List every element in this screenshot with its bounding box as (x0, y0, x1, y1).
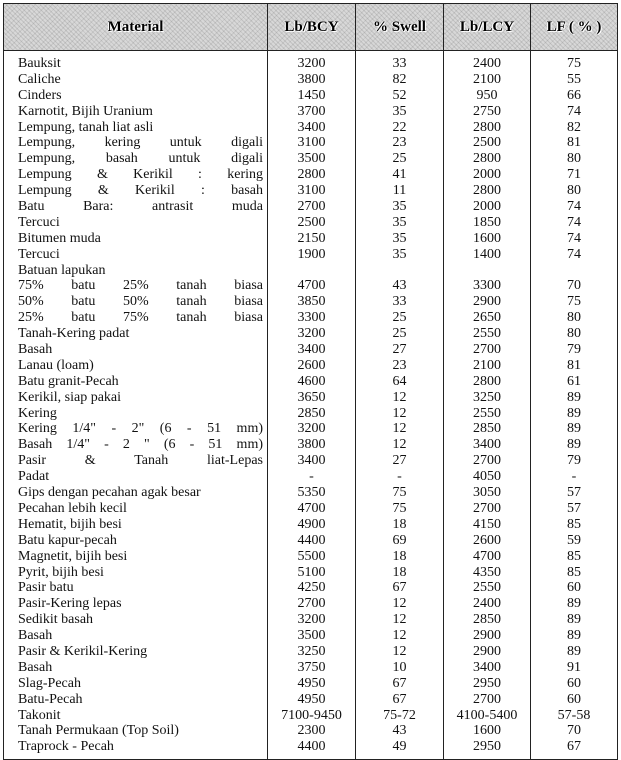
cell-lb-lcy: 2850 (473, 612, 501, 628)
cell-lb-lcy: 2550 (473, 580, 501, 596)
cell-swell: 82 (392, 71, 407, 87)
cell-lf: 80 (567, 151, 581, 167)
cell-lf: 74 (567, 214, 581, 230)
cell-lf: 74 (567, 230, 581, 246)
cell-lb-lcy: 1850 (473, 214, 501, 230)
cell-lb-bcy: 4400 (297, 739, 326, 755)
cell-lb-lcy: 4100-5400 (456, 707, 518, 723)
material-name: Lempung, basah untuk digali (18, 151, 263, 167)
cell-lf: 81 (567, 135, 581, 151)
cell-lb-bcy: 3100 (297, 183, 326, 199)
cell-lb-lcy: 1600 (473, 723, 501, 739)
material-name: Sedikit basah (18, 612, 94, 628)
material-name: 50% batu 50% tanah biasa (18, 294, 263, 310)
material-name: Tanah Permukaan (Top Soil) (18, 723, 179, 739)
cell-lf: 81 (567, 357, 581, 373)
cell-lb-lcy: 2600 (473, 532, 501, 548)
cell-lb-bcy: 4400 (297, 532, 326, 548)
material-name: Magnetit, bijih besi (18, 548, 128, 564)
cell-lb-bcy: 2700 (297, 596, 326, 612)
cell-swell: 25 (392, 310, 407, 326)
material-name: Basah 1/4" - 2 " (6 - 51 mm) (18, 437, 263, 453)
cell-swell: 67 (392, 580, 407, 596)
cell-swell: 35 (392, 214, 407, 230)
material-name: Pasir & Kerikil-Kering (18, 643, 148, 659)
material-name: Lempung, tanah liat asli (18, 119, 154, 135)
material-name: Kering (18, 405, 57, 421)
cell-lf: 89 (567, 643, 581, 659)
cell-lb-lcy: 2900 (473, 294, 501, 310)
cell-lb-lcy: 3300 (473, 278, 501, 294)
cell-lb-bcy: 4250 (297, 580, 326, 596)
cell-swell: 12 (392, 612, 407, 628)
cell-lb-lcy: 2800 (473, 119, 501, 135)
material-name: 75% batu 25% tanah biasa (18, 278, 263, 294)
cell-lb-lcy: 2100 (473, 357, 501, 373)
cell-lf: 57-58 (557, 707, 591, 723)
cell-swell: 12 (392, 628, 407, 644)
material-name: Caliche (18, 71, 61, 87)
cell-lb-bcy: 3400 (297, 453, 326, 469)
cell-swell: 18 (392, 564, 407, 580)
swell-column (356, 51, 444, 760)
cell-lb-bcy: 4950 (297, 675, 326, 691)
header-material: Material (4, 4, 268, 51)
cell-swell: 35 (392, 246, 407, 262)
cell-swell: 12 (392, 405, 407, 421)
cell-lf: 79 (567, 342, 581, 358)
cell-lb-lcy: 4150 (473, 516, 501, 532)
material-name: Tanah-Kering padat (18, 326, 130, 342)
cell-swell: 52 (392, 87, 407, 103)
cell-swell: 67 (392, 675, 407, 691)
cell-lb-lcy: 2700 (473, 453, 501, 469)
cell-lf: 79 (567, 453, 581, 469)
material-name: Pasir batu (18, 580, 74, 596)
document-page (3, 3, 617, 755)
material-name: Lempung & Kerikil : basah (18, 183, 263, 199)
cell-lf: 82 (567, 119, 581, 135)
cell-lf: 85 (567, 548, 581, 564)
cell-swell: 25 (392, 326, 407, 342)
cell-lb-bcy: 3200 (297, 421, 326, 437)
cell-lb-bcy: 4600 (297, 373, 326, 389)
cell-lb-lcy: 2650 (473, 310, 501, 326)
cell-lf: 74 (567, 246, 581, 262)
cell-lb-lcy: 3400 (473, 659, 501, 675)
cell-lb-lcy: 2800 (473, 151, 501, 167)
cell-lf: - (571, 469, 577, 485)
cell-swell: 35 (392, 230, 407, 246)
cell-lb-bcy: 3100 (297, 135, 326, 151)
material-name: Batu granit-Pecah (18, 373, 119, 389)
cell-lf: 55 (567, 71, 581, 87)
cell-lb-bcy: 3200 (297, 56, 326, 71)
lf-column (531, 51, 618, 760)
cell-swell: 33 (392, 56, 407, 71)
cell-lb-bcy: 3500 (297, 628, 326, 644)
cell-lb-bcy: 3750 (297, 659, 326, 675)
material-name: Pyrit, bijih besi (18, 564, 104, 580)
cell-lb-bcy: 3400 (297, 119, 326, 135)
cell-swell: 12 (392, 437, 407, 453)
cell-lb-bcy: 2700 (297, 199, 326, 215)
cell-lb-bcy: 4900 (297, 516, 326, 532)
cell-lf: 61 (567, 373, 581, 389)
cell-lf: 70 (567, 278, 581, 294)
cell-lb-bcy: 3850 (297, 294, 326, 310)
cell-lb-lcy: 2000 (473, 167, 501, 183)
material-name: Batuan lapukan (18, 262, 106, 278)
table-header-row (4, 4, 618, 51)
cell-lf: 74 (567, 199, 581, 215)
cell-lb-lcy: 2700 (473, 342, 501, 358)
material-name: Bauksit (18, 56, 61, 71)
material-name: Cinders (18, 87, 62, 103)
cell-lf: 80 (567, 183, 581, 199)
cell-lb-lcy: 950 (476, 87, 498, 103)
material-name: Pasir & Tanah liat-Lepas (18, 453, 263, 469)
cell-lb-bcy: 3650 (297, 389, 326, 405)
cell-lb-lcy: 4350 (473, 564, 501, 580)
cell-swell: 27 (392, 453, 407, 469)
material-name: Hematit, bijih besi (18, 516, 122, 532)
cell-lb-lcy: 2700 (473, 691, 501, 707)
cell-lb-bcy: 5100 (297, 564, 326, 580)
cell-lf: 75 (567, 294, 581, 310)
cell-lb-lcy: 2850 (473, 421, 501, 437)
cell-swell: 49 (392, 739, 407, 755)
cell-swell: 33 (392, 294, 407, 310)
cell-lb-lcy: 2000 (473, 199, 501, 215)
cell-swell: 22 (392, 119, 407, 135)
cell-lb-bcy: 3800 (297, 71, 326, 87)
cell-lf: 57 (567, 485, 581, 501)
cell-lb-lcy: 2550 (473, 405, 501, 421)
cell-lb-bcy: 2150 (297, 230, 326, 246)
cell-lb-bcy: 2500 (297, 214, 326, 230)
material-name: Takonit (18, 707, 61, 723)
cell-swell: 11 (392, 183, 407, 199)
cell-swell: 75 (392, 485, 407, 501)
cell-lb-lcy: 3250 (473, 389, 501, 405)
material-name: Bitumen muda (18, 230, 101, 246)
cell-lb-bcy: 3250 (297, 643, 326, 659)
material-name: Padat (18, 469, 50, 485)
cell-swell: - (397, 469, 402, 485)
lb-bcy-column (268, 51, 356, 760)
cell-lb-bcy: 3700 (297, 103, 326, 119)
material-name: Basah (18, 342, 53, 358)
cell-lb-bcy: 4700 (297, 500, 326, 516)
material-name: Basah (18, 628, 53, 644)
material-name: Batu Bara: antrasit muda (18, 199, 263, 215)
cell-swell: 43 (392, 723, 407, 739)
cell-swell: 23 (392, 135, 407, 151)
cell-lf: 70 (567, 723, 581, 739)
cell-lb-lcy: 2900 (473, 643, 501, 659)
cell-swell: 64 (392, 373, 407, 389)
cell-swell: 23 (392, 357, 407, 373)
cell-lf: 89 (567, 421, 581, 437)
cell-swell: 18 (392, 548, 407, 564)
cell-lf: 85 (567, 564, 581, 580)
cell-lb-lcy: 2900 (473, 628, 501, 644)
cell-swell: 67 (392, 691, 407, 707)
cell-lf: 89 (567, 405, 581, 421)
cell-lb-bcy: 3300 (297, 310, 326, 326)
cell-lb-lcy (444, 263, 530, 279)
material-name: Karnotit, Bijih Uranium (18, 103, 153, 119)
cell-swell: 69 (392, 532, 407, 548)
cell-swell: 27 (392, 342, 407, 358)
cell-lb-bcy: 3200 (297, 612, 326, 628)
cell-lf: 89 (567, 437, 581, 453)
cell-lb-bcy: 4700 (297, 278, 326, 294)
cell-lb-lcy: 2500 (473, 135, 501, 151)
material-name: Lanau (loam) (18, 357, 94, 373)
header-lb-lcy: Lb/LCY (444, 4, 531, 51)
cell-swell: 12 (392, 643, 407, 659)
material-name: Lempung & Kerikil : kering (18, 167, 263, 183)
material-name: Tercuci (18, 214, 60, 230)
cell-swell: 75-72 (383, 707, 416, 723)
cell-lf: 74 (567, 103, 581, 119)
cell-lb-bcy (268, 263, 355, 279)
cell-lb-lcy: 4700 (473, 548, 501, 564)
cell-lb-lcy: 2800 (473, 183, 501, 199)
cell-lf: 60 (567, 580, 581, 596)
cell-lb-lcy: 2550 (473, 326, 501, 342)
cell-swell: 35 (392, 199, 407, 215)
material-name: Kerikil, siap pakai (18, 389, 122, 405)
cell-lb-bcy: 3200 (297, 326, 326, 342)
cell-lb-lcy: 2750 (473, 103, 501, 119)
cell-swell (356, 263, 443, 279)
cell-lb-bcy: 2300 (297, 723, 326, 739)
cell-lb-bcy: - (309, 469, 314, 485)
cell-lf: 60 (567, 691, 581, 707)
cell-lf: 67 (567, 739, 581, 755)
material-name: Kering 1/4" - 2" (6 - 51 mm) (18, 421, 263, 437)
material-name: Traprock - Pecah (18, 739, 114, 755)
material-name: Pasir-Kering lepas (18, 596, 122, 612)
cell-lb-bcy: 1900 (297, 246, 326, 262)
cell-lb-lcy: 2950 (473, 675, 501, 691)
cell-swell: 43 (392, 278, 407, 294)
cell-lb-bcy: 2850 (297, 405, 326, 421)
cell-lf: 89 (567, 612, 581, 628)
cell-lf: 80 (567, 326, 581, 342)
cell-lb-lcy: 2400 (473, 596, 501, 612)
cell-lb-lcy: 2800 (473, 373, 501, 389)
material-column (4, 51, 268, 760)
header-lf: LF ( % ) (531, 4, 618, 51)
cell-lf: 89 (567, 596, 581, 612)
cell-swell: 12 (392, 596, 407, 612)
lb-lcy-column (444, 51, 531, 760)
cell-lf: 66 (567, 87, 581, 103)
cell-lf: 75 (567, 56, 581, 71)
cell-lb-lcy: 2700 (473, 500, 501, 516)
cell-lb-bcy: 3400 (297, 342, 326, 358)
cell-lf: 60 (567, 675, 581, 691)
cell-swell: 10 (392, 659, 407, 675)
cell-lb-lcy: 3400 (473, 437, 501, 453)
cell-swell: 25 (392, 151, 407, 167)
cell-lb-lcy: 2950 (473, 739, 501, 755)
cell-lb-bcy: 2600 (297, 357, 326, 373)
cell-swell: 12 (392, 421, 407, 437)
cell-lb-bcy: 4950 (297, 691, 326, 707)
header-lb-bcy: Lb/BCY (268, 4, 356, 51)
cell-lb-bcy: 1450 (297, 87, 326, 103)
cell-lb-lcy: 1600 (473, 230, 501, 246)
cell-lf: 89 (567, 628, 581, 644)
table-body (4, 51, 618, 760)
material-name: Batu-Pecah (18, 691, 83, 707)
material-name: Tercuci (18, 246, 60, 262)
material-properties-table (3, 3, 618, 760)
cell-lb-bcy: 7100-9450 (281, 707, 342, 723)
cell-lb-lcy: 2400 (473, 56, 501, 71)
cell-lb-lcy: 2100 (473, 71, 501, 87)
cell-lb-bcy: 5500 (297, 548, 326, 564)
cell-lf: 59 (567, 532, 581, 548)
cell-swell: 75 (392, 500, 407, 516)
cell-swell: 18 (392, 516, 407, 532)
cell-swell: 41 (392, 167, 407, 183)
cell-lf: 71 (567, 167, 581, 183)
header-swell: % Swell (356, 4, 444, 51)
material-name: Slag-Pecah (18, 675, 81, 691)
cell-lb-bcy: 2800 (297, 167, 326, 183)
material-name: Lempung, kering untuk digali (18, 135, 263, 151)
cell-swell: 35 (392, 103, 407, 119)
cell-lb-lcy: 3050 (473, 485, 501, 501)
cell-lf: 80 (567, 310, 581, 326)
material-name: Gips dengan pecahan agak besar (18, 485, 201, 501)
cell-lf (531, 263, 617, 279)
material-name: 25% batu 75% tanah biasa (18, 310, 263, 326)
cell-lb-lcy: 4050 (473, 469, 501, 485)
material-name: Batu kapur-pecah (18, 532, 117, 548)
cell-lb-bcy: 5350 (297, 485, 326, 501)
cell-lf: 57 (567, 500, 581, 516)
cell-lf: 91 (567, 659, 581, 675)
cell-lb-bcy: 3800 (297, 437, 326, 453)
cell-swell: 12 (392, 389, 407, 405)
material-name: Pecahan lebih kecil (18, 500, 127, 516)
cell-lb-bcy: 3500 (297, 151, 326, 167)
cell-lf: 85 (567, 516, 581, 532)
cell-lf: 89 (567, 389, 581, 405)
material-name: Basah (18, 659, 53, 675)
cell-lb-lcy: 1400 (473, 246, 501, 262)
